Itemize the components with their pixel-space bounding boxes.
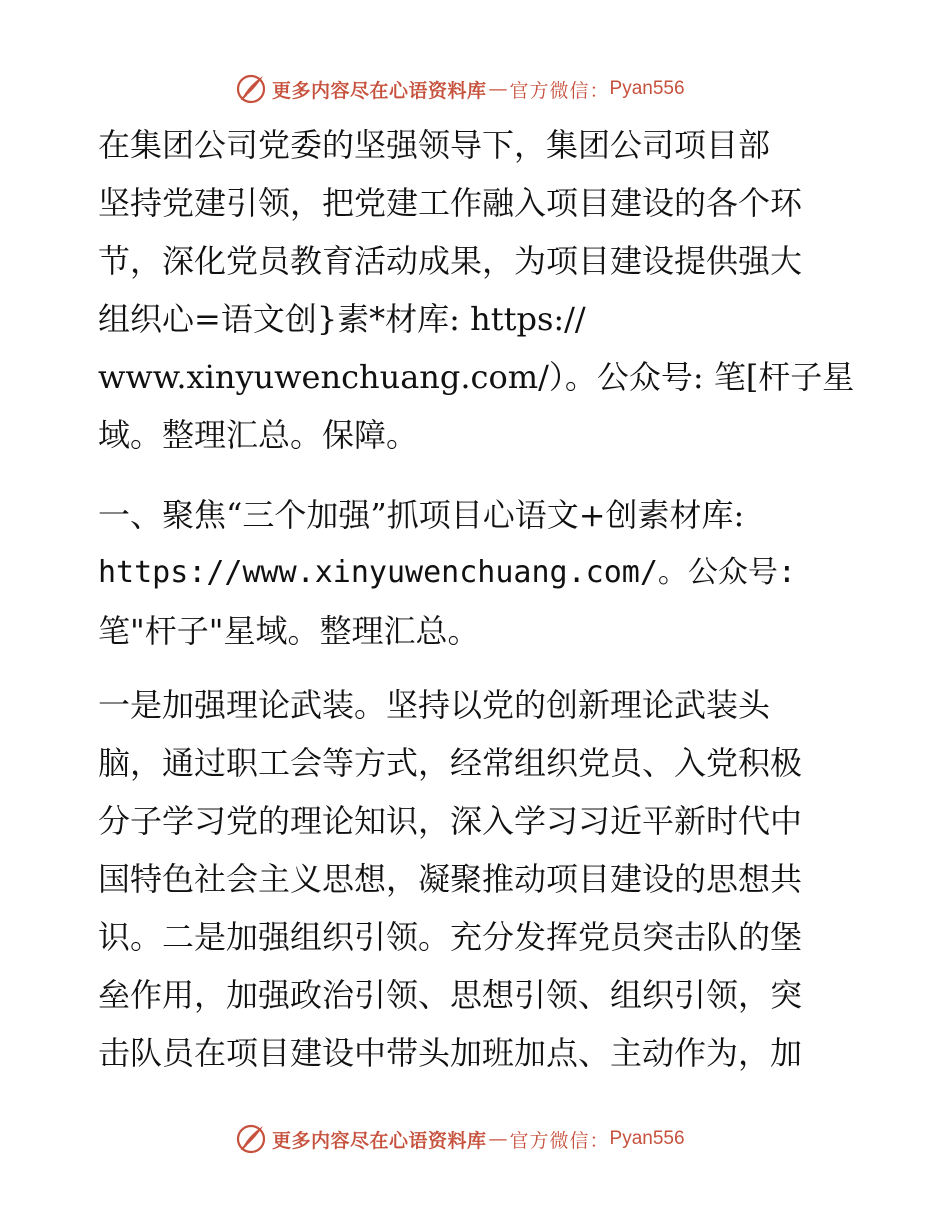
text-line: 坚持党建引领，把党建工作融入项目建设的各个环: [98, 184, 803, 222]
banner-separator: —: [488, 78, 508, 100]
text-line: 节，深化党员教育活动成果，为项目建设提供强大: [98, 242, 803, 280]
text-line: 脑，通过职工会等方式，经常组织党员、入党积极: [98, 744, 803, 782]
quill-pen-logo-icon: [234, 1122, 268, 1156]
text-line: 在集团公司党委的坚强领导下，集团公司项目部: [98, 126, 771, 164]
text-line-url: https://www.xinyuwenchuang.com/。公众号:: [98, 555, 796, 590]
paragraph-2: [98, 486, 858, 660]
footer-banner: [234, 1122, 714, 1156]
text-line: 识。二是加强组织引领。充分发挥党员突击队的堡: [98, 918, 803, 956]
paragraph-3: [98, 676, 858, 1082]
paragraph-1: [98, 116, 858, 464]
text-line: www.xinyuwenchuang.com/）。公众号: 笔[杆子星: [98, 358, 855, 396]
text-line: 国特色社会主义思想，凝聚推动项目建设的思想共: [98, 860, 803, 898]
text-line: 一、聚焦“三个加强”抓项目心语文+创素材库:: [98, 496, 745, 534]
text-line: 组织心=语文创}素*材库: https://: [98, 300, 586, 338]
banner-tagline: 更多内容尽在心语资料库: [272, 79, 487, 102]
text-line: 笔"杆子"星域。整理汇总。: [98, 612, 480, 650]
text-line: 击队员在项目建设中带头加班加点、主动作为，加: [98, 1034, 803, 1072]
text-line: 垒作用，加强政治引领、思想引领、组织引领，突: [98, 976, 803, 1014]
quill-pen-logo-icon: [234, 72, 268, 106]
text-line: 分子学习党的理论知识，深入学习习近平新时代中: [98, 802, 803, 840]
banner-wechat-id: Pyan556: [609, 78, 685, 99]
header-banner: [234, 72, 714, 106]
banner-wechat-label: 官方微信：: [509, 1129, 610, 1152]
banner-tagline: 更多内容尽在心语资料库: [272, 1129, 487, 1152]
banner-wechat-label: 官方微信：: [509, 79, 610, 102]
text-line: 一是加强理论武装。坚持以党的创新理论武装头: [98, 686, 771, 724]
banner-wechat-id: Pyan556: [609, 1128, 685, 1149]
banner-separator: —: [488, 1128, 508, 1150]
text-line: 域。整理汇总。保障。: [98, 416, 419, 454]
